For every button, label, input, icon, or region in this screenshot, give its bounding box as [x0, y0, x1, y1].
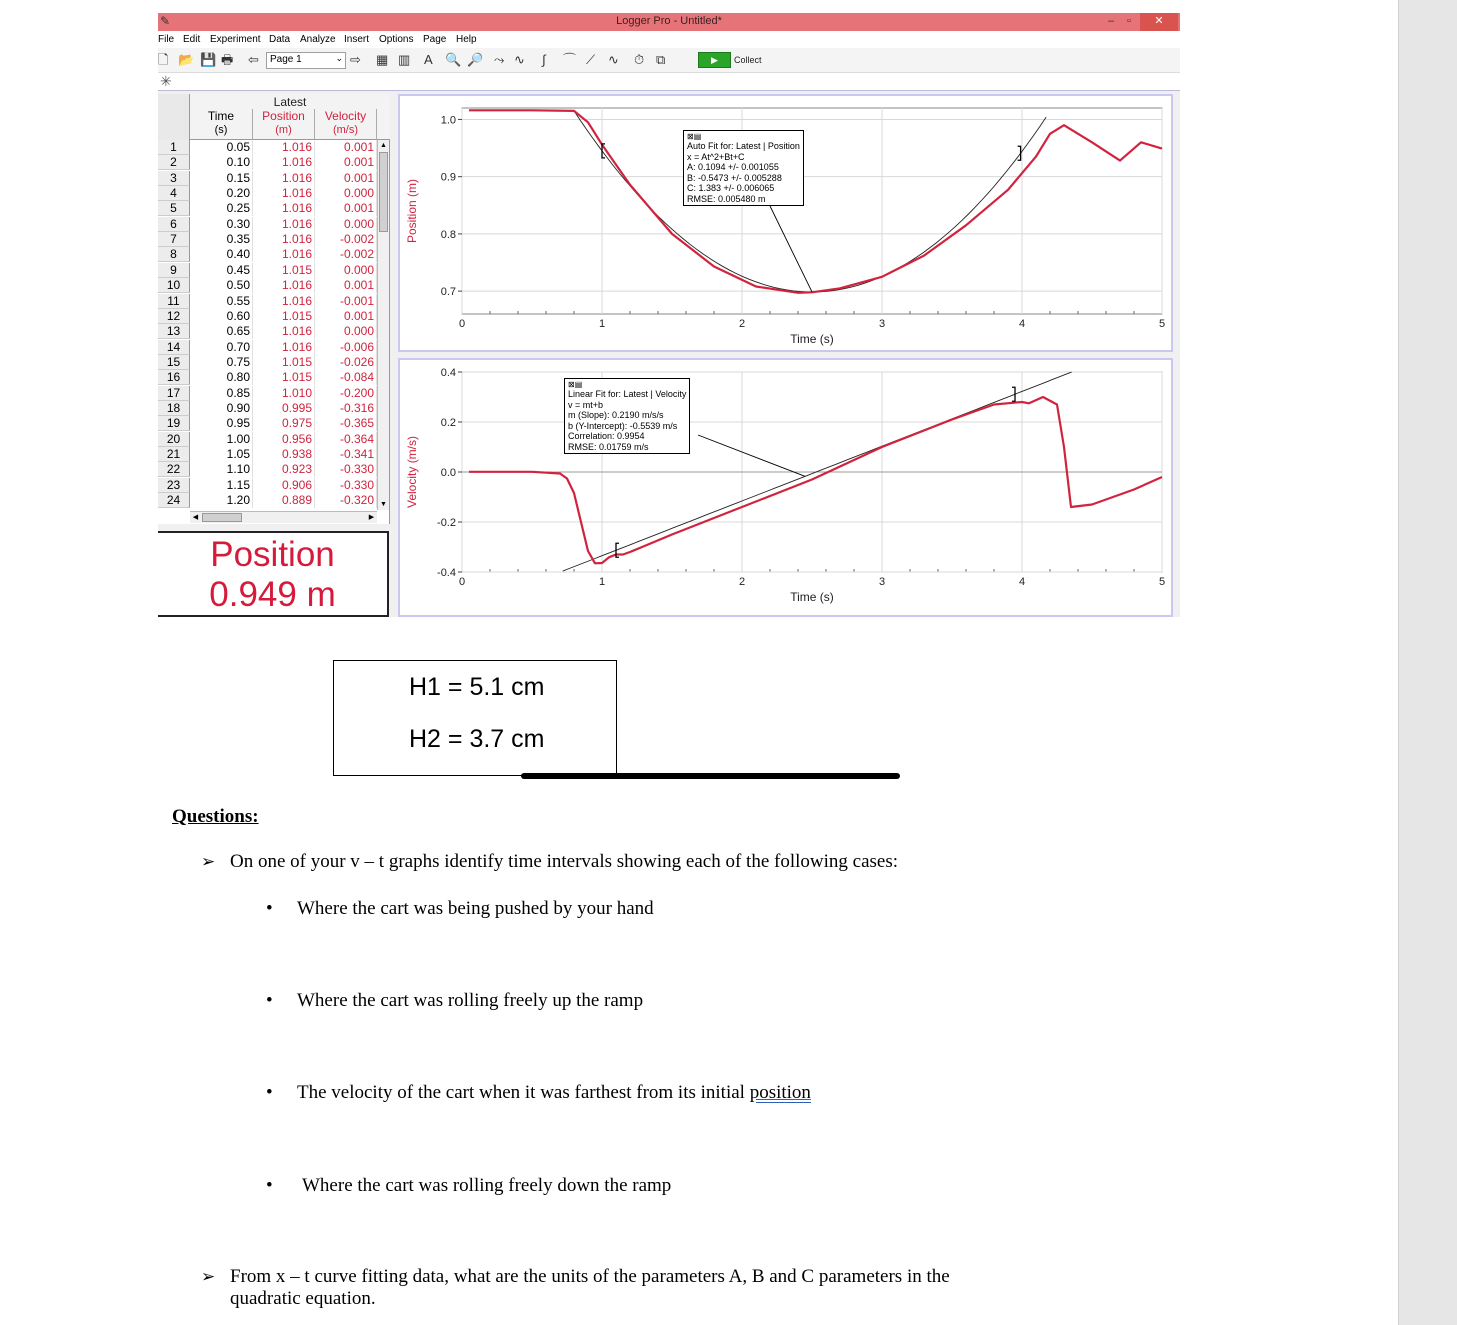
row-number: 11 [158, 294, 190, 309]
cell-position: 1.016 [253, 201, 315, 216]
y-tick-label: 0.8 [440, 228, 456, 241]
toolbar [158, 48, 1180, 73]
table-row[interactable] [158, 201, 390, 216]
row-number: 23 [158, 478, 190, 493]
zoom-out-icon[interactable]: 🔎 [467, 52, 484, 67]
cell-velocity: -0.365 [315, 416, 377, 431]
column-header-position[interactable] [253, 109, 315, 140]
table-row[interactable] [158, 217, 390, 232]
table-row[interactable] [158, 432, 390, 447]
print-icon[interactable]: 🖶 [221, 52, 234, 67]
y-tick-label: 0.4 [440, 367, 456, 379]
table-row[interactable] [158, 309, 390, 324]
row-number: 12 [158, 309, 190, 324]
cell-time: 0.80 [190, 370, 253, 385]
case-farthest [297, 1082, 811, 1104]
menu-options[interactable]: Options [379, 34, 414, 45]
question-2-line-1: From x – t curve fitting data, what are the units of the parameters A, B and C parameters in the [230, 1266, 950, 1287]
table-group-title: Latest [273, 95, 307, 109]
restore-icon[interactable]: ▫ [1127, 15, 1131, 27]
question-2-line-2: quadratic equation. [230, 1288, 376, 1309]
arrow-bullet-icon: ➢ [201, 852, 216, 871]
cell-velocity: 0.000 [315, 217, 377, 232]
x-tick-label: 1 [598, 576, 606, 588]
meter-icon[interactable]: ▥ [398, 52, 411, 67]
case-farthest-underlined: position [749, 1082, 811, 1103]
cell-velocity: -0.316 [315, 401, 377, 416]
case-farthest-text: The velocity of the cart when it was farthest from its initial [297, 1082, 745, 1103]
y-tick-label: -0.2 [437, 517, 456, 529]
table-row[interactable] [158, 462, 390, 477]
cell-position: 1.015 [253, 370, 315, 385]
column-unit-time: (s) [214, 124, 228, 136]
cell-position: 1.015 [253, 263, 315, 278]
y-tick-label: -0.4 [437, 567, 456, 579]
quadratic-fit-box[interactable] [683, 130, 804, 206]
table-row[interactable] [158, 324, 390, 339]
row-number: 7 [158, 232, 190, 247]
y-axis-label: Position (m) [405, 178, 419, 244]
heights-box [333, 660, 617, 776]
collect-label: Collect [734, 55, 762, 65]
velocity-graph[interactable] [398, 358, 1173, 617]
cell-time: 0.95 [190, 416, 253, 431]
table-row[interactable] [158, 186, 390, 201]
cell-position: 0.906 [253, 478, 315, 493]
table-row[interactable] [158, 247, 390, 262]
y-axis-label: Velocity (m/s) [405, 435, 419, 509]
cell-time: 1.05 [190, 447, 253, 462]
fit-line: Linear Fit for: Latest | Velocity [568, 389, 687, 399]
table-row[interactable] [158, 355, 390, 370]
bullet-icon: • [266, 990, 273, 1011]
column-name-position: Position [262, 109, 305, 123]
column-unit-position: (m) [275, 124, 292, 136]
table-icon[interactable]: ▦ [376, 52, 389, 67]
fit-box-controls-icon[interactable]: ⊠▤ [687, 132, 702, 141]
velocity-graph-svg [400, 360, 1171, 615]
cell-time: 1.10 [190, 462, 253, 477]
y-tick-label: 0.7 [440, 286, 456, 299]
menu-help[interactable]: Help [456, 34, 477, 45]
cell-velocity: -0.026 [315, 355, 377, 370]
y-tick-label: 0.0 [440, 467, 456, 479]
x-tick-label: 0 [458, 318, 466, 330]
close-icon[interactable]: ✕ [1140, 13, 1178, 31]
cell-position: 1.016 [253, 294, 315, 309]
cell-velocity: 0.001 [315, 140, 377, 155]
row-number: 15 [158, 355, 190, 370]
y-tick-label: 0.9 [440, 171, 456, 184]
fit-line: C: 1.383 +/- 0.006065 [687, 183, 775, 193]
cell-time: 0.90 [190, 401, 253, 416]
column-header-velocity[interactable] [315, 109, 377, 140]
menu-page[interactable]: Page [423, 34, 447, 45]
table-row[interactable] [158, 370, 390, 385]
linear-fit-box[interactable] [564, 378, 690, 454]
x-tick-label: 4 [1018, 318, 1026, 330]
cell-time: 1.00 [190, 432, 253, 447]
row-number: 5 [158, 201, 190, 216]
menu-bar [158, 31, 1180, 48]
fit-line: x = At^2+Bt+C [687, 151, 745, 162]
cell-position: 0.938 [253, 447, 315, 462]
case-rolling-up: Where the cart was rolling freely up the ramp [297, 990, 644, 1011]
cell-position: 1.010 [253, 386, 315, 401]
minimize-icon[interactable]: – [1107, 15, 1115, 27]
column-name-time: Time [207, 109, 235, 123]
bullet-icon: • [266, 1175, 273, 1196]
case-rolling-down: Where the cart was rolling freely down the ramp [302, 1175, 672, 1196]
cell-velocity: 0.001 [315, 309, 377, 324]
examine-icon[interactable]: ⤳ [494, 52, 505, 67]
collect-button[interactable] [698, 52, 731, 68]
x-tick-label: 5 [1158, 318, 1166, 330]
menu-data[interactable]: Data [269, 34, 291, 45]
linear-fit-icon[interactable]: ⟋ [586, 52, 596, 67]
page-select-value: Page 1 [270, 54, 302, 65]
cell-position: 1.016 [253, 247, 315, 262]
table-row[interactable] [158, 493, 390, 508]
fit-line: A: 0.1094 +/- 0.001055 [687, 162, 779, 172]
table-header [158, 94, 390, 140]
bullet-icon: • [266, 1082, 273, 1103]
cell-time: 0.35 [190, 232, 253, 247]
row-number: 10 [158, 278, 190, 293]
cell-position: 1.016 [253, 140, 315, 155]
cell-time: 0.60 [190, 309, 253, 324]
row-number: 8 [158, 247, 190, 262]
table-row[interactable] [158, 294, 390, 309]
row-number: 4 [158, 186, 190, 201]
table-row[interactable] [158, 155, 390, 170]
integral-icon[interactable]: ⌒ [563, 52, 577, 67]
table-row[interactable] [158, 478, 390, 493]
cell-time: 0.75 [190, 355, 253, 370]
cell-time: 0.65 [190, 324, 253, 339]
questions-heading: Questions: [172, 806, 259, 827]
position-meter [158, 531, 389, 617]
next-page-icon[interactable]: ⇨ [350, 52, 361, 67]
table-horizontal-scrollbar[interactable] [190, 511, 377, 523]
cell-time: 1.15 [190, 478, 253, 493]
scroll-thumb[interactable] [379, 152, 388, 232]
menu-insert[interactable]: Insert [344, 34, 370, 45]
fit-line: Auto Fit for: Latest | Position [687, 141, 800, 151]
prev-page-icon[interactable]: ⇦ [248, 52, 259, 67]
row-number: 3 [158, 171, 190, 186]
table-row[interactable] [158, 386, 390, 401]
x-tick-label: 3 [878, 576, 886, 588]
cell-time: 0.05 [190, 140, 253, 155]
fit-line: B: -0.5473 +/- 0.005288 [687, 172, 782, 183]
cell-velocity: 0.000 [315, 263, 377, 278]
x-tick-label: 0 [458, 576, 466, 588]
cell-velocity: 0.000 [315, 186, 377, 201]
scroll-left-icon[interactable]: ◀ [192, 514, 199, 521]
cell-velocity: -0.200 [315, 386, 377, 401]
table-row[interactable] [158, 416, 390, 431]
bullet-icon: • [266, 898, 273, 919]
cell-time: 0.30 [190, 217, 253, 232]
table-row[interactable] [158, 278, 390, 293]
cell-velocity: -0.002 [315, 232, 377, 247]
menu-file[interactable]: File [158, 34, 175, 45]
open-folder-icon[interactable]: 📂 [178, 52, 195, 67]
cell-position: 1.016 [253, 324, 315, 339]
fit-line: RMSE: 0.005480 m [687, 193, 766, 204]
y-tick-label: 1.0 [440, 114, 456, 127]
cell-velocity: -0.320 [315, 493, 377, 508]
row-number: 22 [158, 462, 190, 477]
title-bar [158, 13, 1180, 31]
cell-time: 0.50 [190, 278, 253, 293]
meter-label: Position [210, 535, 335, 574]
menu-edit[interactable]: Edit [183, 34, 201, 45]
cell-time: 0.70 [190, 340, 253, 355]
cell-time: 0.45 [190, 263, 253, 278]
h2-text: H2 = 3.7 cm [409, 725, 545, 753]
scroll-thumb-horizontal[interactable] [202, 513, 242, 522]
cell-velocity: 0.000 [315, 324, 377, 339]
x-tick-label: 2 [738, 576, 746, 588]
menu-analyze[interactable]: Analyze [300, 34, 336, 45]
cell-time: 0.40 [190, 247, 253, 262]
cell-position: 1.016 [253, 186, 315, 201]
chevron-down-icon: ⌄ [335, 53, 343, 63]
cell-time: 0.10 [190, 155, 253, 170]
row-number: 18 [158, 401, 190, 416]
table-row[interactable] [158, 263, 390, 278]
plot-area [462, 108, 1162, 314]
stopwatch-icon[interactable]: ⏱ [634, 52, 645, 67]
fit-line: v = mt+b [568, 399, 604, 410]
y-tick-label: 0.2 [440, 417, 456, 429]
cell-position: 1.016 [253, 232, 315, 247]
meter-value: 0.949 m [209, 575, 336, 614]
fit-line: b (Y-Intercept): -0.5539 m/s [568, 420, 678, 431]
x-tick-label: 2 [738, 318, 746, 330]
cell-position: 0.995 [253, 401, 315, 416]
save-icon[interactable]: 💾 [200, 52, 217, 67]
x-tick-label: 5 [1158, 576, 1166, 588]
column-unit-velocity: (m/s) [332, 124, 359, 136]
fit-line: Correlation: 0.9954 [568, 431, 645, 441]
cell-position: 1.015 [253, 309, 315, 324]
autoscale-icon[interactable]: A [424, 52, 433, 67]
cell-velocity: -0.330 [315, 478, 377, 493]
x-tick-label: 3 [878, 318, 886, 330]
row-number: 9 [158, 263, 190, 278]
table-row[interactable] [158, 140, 390, 155]
row-number: 24 [158, 493, 190, 508]
row-number: 19 [158, 416, 190, 431]
graph-options-icon[interactable]: ⧉ [656, 52, 666, 67]
table-row[interactable] [158, 340, 390, 355]
cell-time: 0.25 [190, 201, 253, 216]
cell-time: 0.20 [190, 186, 253, 201]
curve-fit-icon[interactable]: ∿ [608, 52, 619, 67]
row-number: 6 [158, 217, 190, 232]
cell-position: 1.016 [253, 155, 315, 170]
row-number: 1 [158, 140, 190, 155]
fit-line: RMSE: 0.01759 m/s [568, 441, 649, 452]
cell-velocity: 0.001 [315, 278, 377, 293]
row-number: 13 [158, 324, 190, 339]
row-number: 2 [158, 155, 190, 170]
app-icon: ✎ [160, 14, 171, 28]
new-file-icon[interactable]: 🗋 [158, 52, 169, 67]
menu-experiment[interactable]: Experiment [210, 34, 261, 45]
fit-box-controls-icon[interactable]: ⊠▤ [568, 380, 583, 389]
thick-rule [521, 773, 900, 779]
cell-velocity: 0.001 [315, 155, 377, 170]
page-select[interactable] [266, 52, 346, 69]
cell-position: 1.015 [253, 355, 315, 370]
cell-velocity: -0.006 [315, 340, 377, 355]
cell-time: 0.15 [190, 171, 253, 186]
cell-position: 0.975 [253, 416, 315, 431]
row-corner [158, 94, 190, 140]
column-name-velocity: Velocity [324, 109, 367, 123]
cell-time: 0.85 [190, 386, 253, 401]
scroll-down-icon[interactable]: ▼ [380, 501, 387, 508]
scroll-up-icon[interactable]: ▲ [380, 142, 387, 149]
row-number: 20 [158, 432, 190, 447]
page-margin-gray [1398, 0, 1457, 1325]
tangent-icon[interactable]: ∿ [514, 52, 525, 67]
cell-time: 1.20 [190, 493, 253, 508]
x-axis-label: Time (s) [790, 590, 834, 604]
table-row[interactable] [158, 401, 390, 416]
cell-position: 1.016 [253, 278, 315, 293]
x-axis-label: Time (s) [790, 332, 834, 346]
row-number: 16 [158, 370, 190, 385]
cell-position: 0.923 [253, 462, 315, 477]
window-title: Logger Pro - Untitled* [616, 15, 722, 27]
cell-velocity: -0.084 [315, 370, 377, 385]
table-row[interactable] [158, 232, 390, 247]
table-row[interactable] [158, 447, 390, 462]
cell-velocity: -0.330 [315, 462, 377, 477]
arrow-bullet-icon: ➢ [201, 1267, 216, 1286]
cell-velocity: 0.001 [315, 201, 377, 216]
position-graph[interactable] [398, 94, 1173, 352]
h1-text: H1 = 5.1 cm [409, 673, 545, 701]
data-table [158, 94, 390, 524]
cell-position: 1.016 [253, 340, 315, 355]
stats-icon[interactable]: ∫ [542, 52, 546, 67]
row-number: 17 [158, 386, 190, 401]
table-row[interactable] [158, 171, 390, 186]
cell-time: 0.55 [190, 294, 253, 309]
question-1: On one of your v – t graphs identify time intervals showing each of the following cases: [230, 851, 899, 872]
zoom-in-icon[interactable]: 🔍 [445, 52, 462, 67]
cell-position: 1.016 [253, 217, 315, 232]
fit-line: m (Slope): 0.2190 m/s/s [568, 410, 664, 420]
x-tick-label: 1 [598, 318, 606, 330]
cell-velocity: 0.001 [315, 171, 377, 186]
case-pushed: Where the cart was being pushed by your hand [297, 898, 654, 919]
scroll-right-icon[interactable]: ▶ [368, 514, 375, 521]
cell-position: 0.956 [253, 432, 315, 447]
cell-velocity: -0.002 [315, 247, 377, 262]
cell-position: 1.016 [253, 171, 315, 186]
play-icon: ▶ [711, 55, 718, 65]
row-number: 14 [158, 340, 190, 355]
cell-position: 0.889 [253, 493, 315, 508]
cell-velocity: -0.341 [315, 447, 377, 462]
row-number: 21 [158, 447, 190, 462]
x-tick-label: 4 [1018, 576, 1026, 588]
table-vertical-scrollbar[interactable] [377, 140, 389, 510]
cell-velocity: -0.364 [315, 432, 377, 447]
cell-velocity: -0.001 [315, 294, 377, 309]
secondary-toolbar [158, 73, 1180, 91]
column-header-time[interactable] [190, 109, 253, 140]
sparkle-icon[interactable]: ✳ [160, 73, 172, 89]
logger-pro-window [158, 13, 1180, 617]
